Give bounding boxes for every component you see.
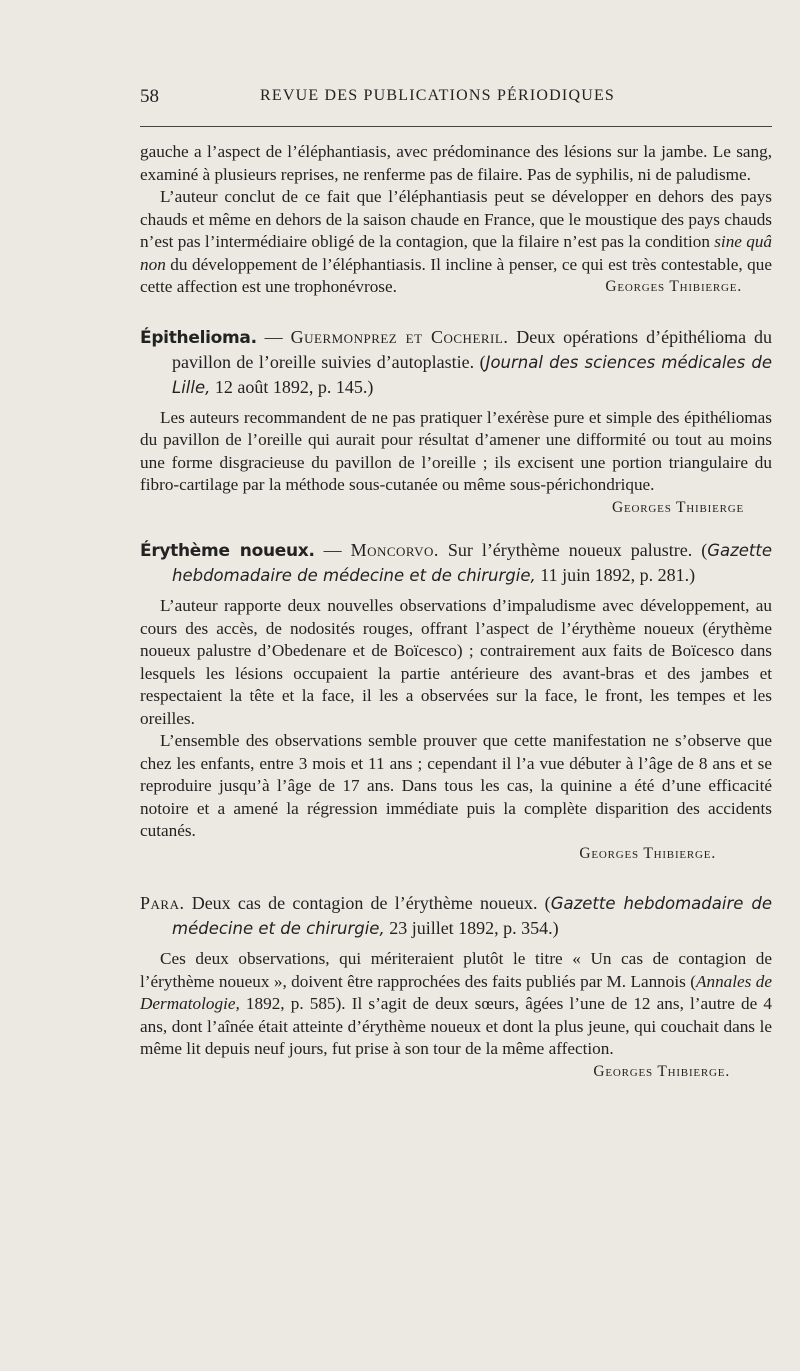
intro-signature: Georges Thibierge.	[605, 278, 742, 295]
entry-authors: Guermonprez et Cocheril.	[290, 326, 509, 347]
entry-separator: —	[314, 540, 351, 560]
entry-citation: 23 juillet 1892, p. 354.)	[384, 918, 559, 938]
entry-citation: 12 août 1892, p. 145.)	[210, 376, 374, 397]
intro-p2-start: L’auteur conclut de ce fait que l’éléphantiasis peut se développer en dehors des pays chauds et même en dehors de la saison chaude en France, que le moustique des pays chauds n’est pas l’intermédiaire obligé de la contagion, que la filaire n’est pas la condition	[140, 187, 772, 251]
entry-journal: Gazette hebdomadaire de médecine et de chirurgie,	[172, 894, 773, 938]
entry-body-paragraph: L’ensemble des observations semble prouver que cette manifestation ne s’observe que chez les enfants, entre 3 mois et 11 ans ; cependant il l’a vue débuter à l’âge de 8 ans et se reproduire jusqu’à l’âge de 17 ans. Dans tous les cas, la quinine a été d’une efficacité notoire et a amené la régression immédiate puis la complète disparition des accidents cutanés.	[140, 731, 772, 840]
page-header	[140, 86, 772, 116]
entry-body-start: Ces deux observations, qui mériteraient plutôt le titre « Un cas de contagion de l’érythème noueux », doivent être rapprochées des faits publiés par M. Lannois (	[140, 949, 772, 991]
entry-epithelioma	[140, 325, 772, 520]
entry-authors: Para.	[140, 893, 185, 913]
entry-separator: —	[256, 326, 291, 347]
entry-body-paragraph: L’auteur rapporte deux nouvelles observations d’impaludisme avec développement, au cours des accès, de nodosités rouges, offrant l’aspect de l’érythème noueux (érythème noueux palustre d’Obedenare et de Boïcesco) ; contrairement aux faits de Boïcesco dans lesquels les lésions occupaient la partie antérieure des avant-bras et des jambes et respectaient la tête et la face, il les a observées sur la face, le front, les tempes et les oreilles.	[140, 596, 772, 728]
entry-description: Sur l’érythème noueux palustre. (	[438, 540, 708, 560]
entry-body-paragraph	[140, 948, 772, 1061]
entry-heading	[140, 891, 772, 941]
intro-paragraph-1: gauche a l’aspect de l’éléphantiasis, avec prédominance des lésions sur la jambe. Le sang, examiné à plusieurs reprises, ne renferme pas de filaire. Pas de syphilis, ni de paludisme.	[140, 142, 772, 184]
entry-journal: Journal des sciences médicales de Lille,	[172, 352, 772, 397]
running-title: REVUE DES PUBLICATIONS PÉRIODIQUES	[260, 87, 616, 104]
entry-body-paragraph: Les auteurs recommandent de ne pas pratiquer l’exérèse pure et simple des épithéliomas du pavillon de l’oreille qui aurait pour résultat d’amener une difformité ou tout au moins une forme disgracieuse du pavillon de l’oreille ; ils excisent une portion triangulaire du fibro-cartilage par la méthode sous-cutanée ou même sous-périchondrique.	[140, 407, 772, 494]
entry-journal: Gazette hebdomadaire de médecine et de chirurgie,	[172, 541, 772, 585]
entry-heading	[140, 325, 772, 400]
intro-paragraph-2	[140, 186, 772, 299]
intro-p2-italic: sine quâ non	[140, 232, 773, 274]
intro-p2-end: du développement de l’éléphantiasis. Il incline à penser, ce qui est très contestable, que cette affection est une trophonévrose.	[140, 254, 772, 296]
page-content	[140, 141, 772, 1083]
entry-title: Épithelioma.	[140, 327, 257, 348]
entry-title: Érythème noueux.	[140, 541, 315, 561]
entry-body-end: 1892, p. 585). Il s’agit de deux sœurs, âgées l’une de 12 ans, l’autre de 4 ans, dont l’aînée était atteinte d’érythème noueux et dont la plus jeune, qui couchait dans le même lit depuis neuf jours, fut prise à son tour de la même affection.	[140, 994, 772, 1058]
entry-heading	[140, 538, 772, 588]
entry-para	[140, 891, 772, 1083]
entry-citation: 11 juin 1892, p. 281.)	[535, 565, 696, 585]
entry-body-italic: Annales de Dermatologie,	[140, 971, 772, 1013]
header-rule	[140, 126, 772, 127]
entry-signature: Georges Thibierge.	[579, 844, 716, 862]
entry-description: Deux opérations d’épithélioma du pavillon de l’oreille suivies d’autoplastie. (	[172, 326, 772, 372]
entry-authors: Moncorvo.	[350, 540, 439, 560]
entry-description: Deux cas de contagion de l’érythème noueux. (	[184, 893, 551, 913]
entry-signature: Georges Thibierge.	[593, 1062, 730, 1080]
entry-erytheme-noueux	[140, 538, 772, 865]
page-number: 58	[140, 86, 159, 107]
entry-signature: Georges Thibierge	[612, 498, 744, 516]
